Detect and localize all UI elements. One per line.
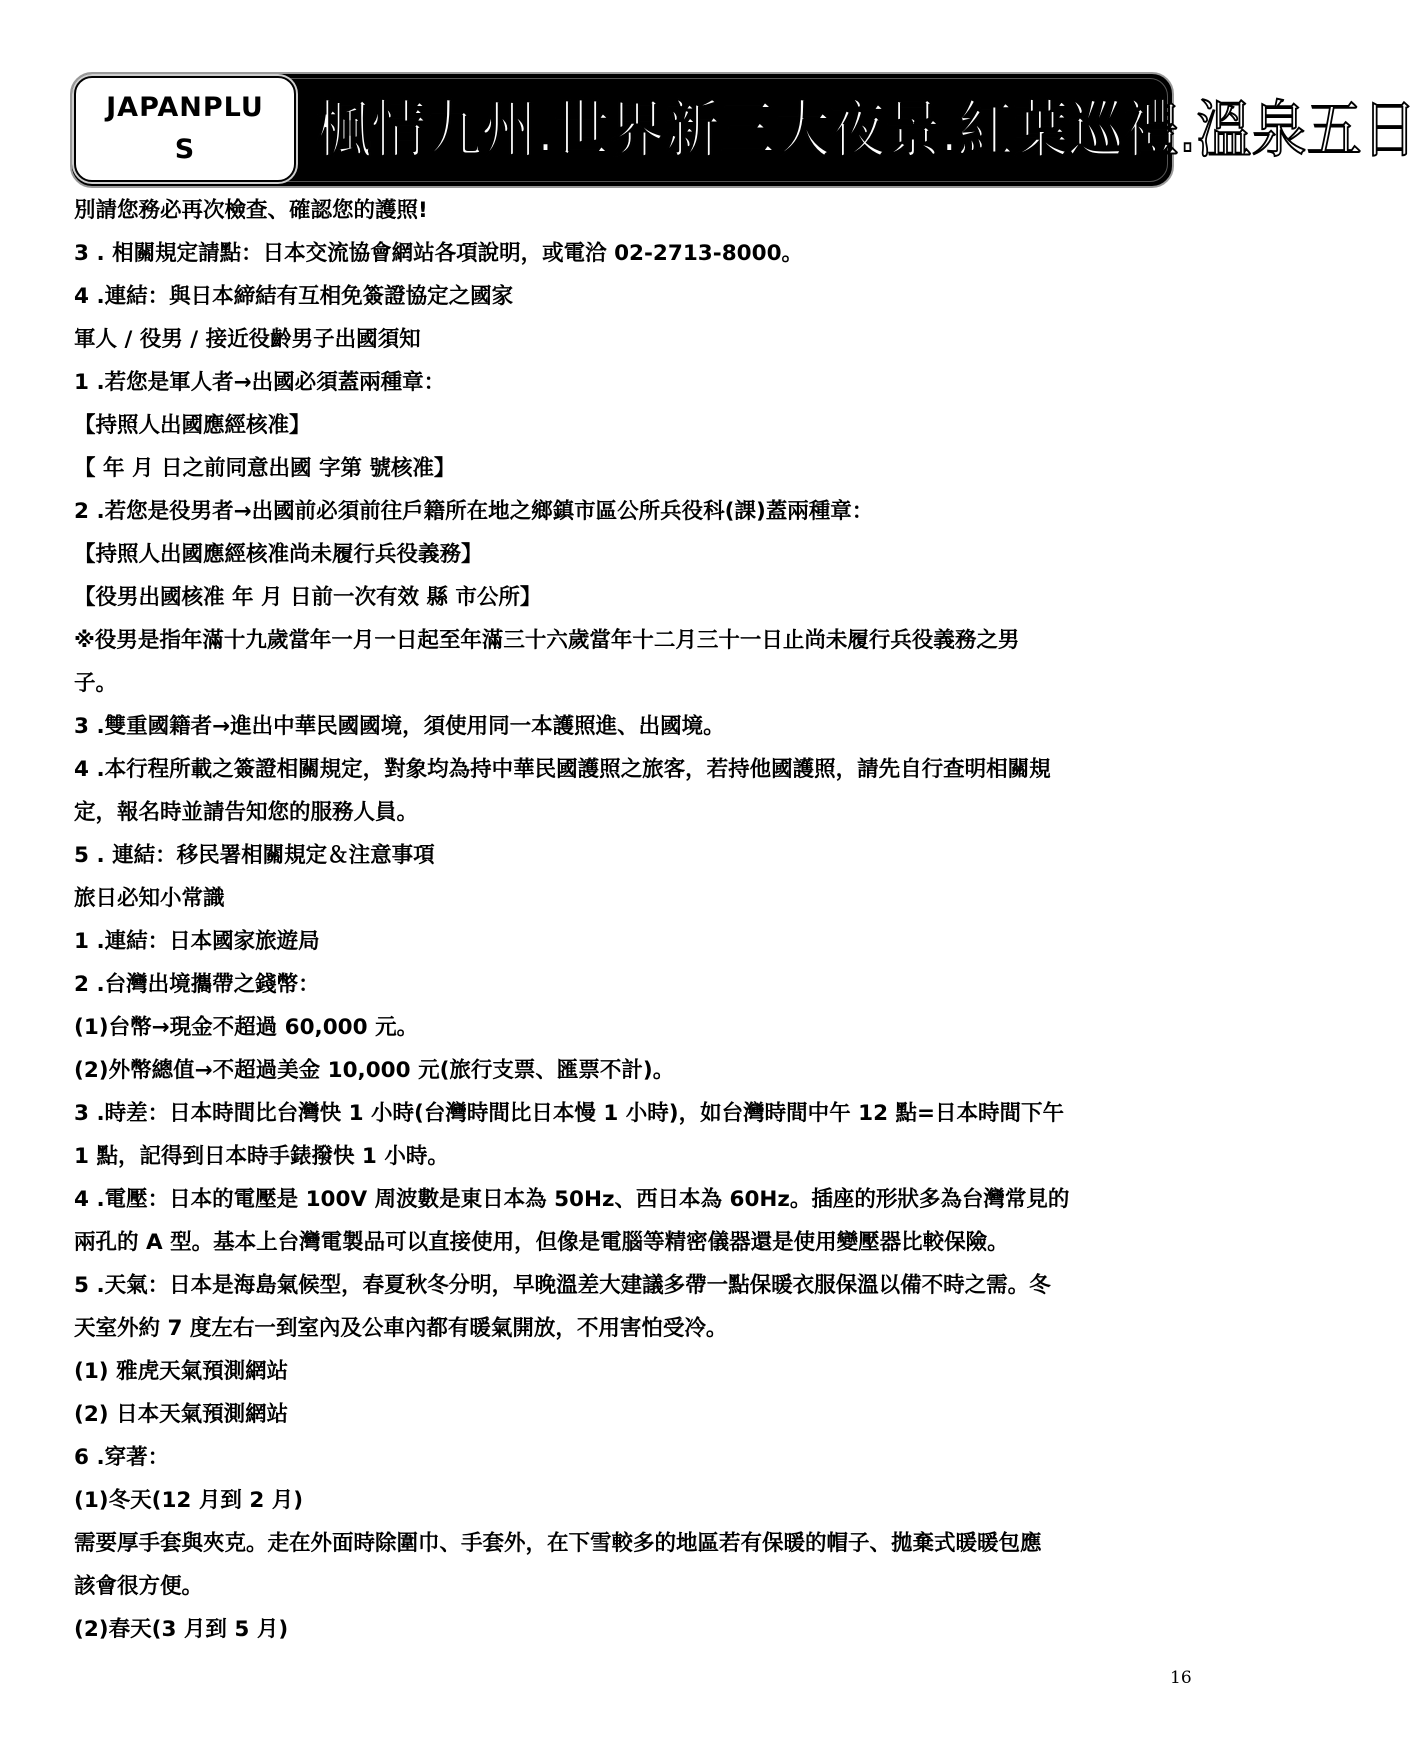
- text-line: 6 .穿著：: [74, 1445, 170, 1470]
- text-line: 1 .連結：日本國家旅遊局: [74, 929, 320, 954]
- section-heading: 旅日必知小常識: [74, 886, 225, 911]
- text-line: 1 .若您是軍人者→出國必須蓋兩種章：: [74, 370, 446, 395]
- text-line: (1)冬天(12 月到 2 月): [74, 1488, 304, 1513]
- text-line: 子。: [74, 671, 118, 696]
- text-line: 3 . 相關規定請點：日本交流協會網站各項說明，或電洽 02-2713-8000。: [74, 241, 804, 266]
- text-line: 5 .天氣：日本是海島氣候型，春夏秋冬分明，早晚溫差大建議多帶一點保暖衣服保溫以備不時之需。冬: [74, 1273, 1051, 1298]
- section-heading: 軍人 / 役男 / 接近役齡男子出國須知: [74, 327, 421, 352]
- text-line: 【役男出國核准 年 月 日前一次有效 縣 市公所】: [74, 585, 542, 610]
- text-line: 4 .本行程所載之簽證相關規定，對象均為持中華民國護照之旅客，若持他國護照，請先自行查明相關規: [74, 757, 1051, 782]
- text-line: 天室外約 7 度左右一到室內及公車內都有暖氣開放，不用害怕受冷。: [74, 1316, 728, 1341]
- text-line: 2 .若您是役男者→出國前必須前往戶籍所在地之鄉鎮市區公所兵役科(課)蓋兩種章：: [74, 499, 874, 524]
- text-line: 1 點，記得到日本時手錶撥快 1 小時。: [74, 1144, 449, 1169]
- text-line: 5 . 連結：移民署相關規定＆注意事項: [74, 843, 435, 868]
- text-line: (1) 雅虎天氣預測網站: [74, 1359, 289, 1384]
- logo-text: JAPANPLUS: [106, 92, 264, 165]
- text-line: 4 .電壓：日本的電壓是 100V 周波數是東日本為 50Hz、西日本為 60Hz。插座的形狀多為台灣常見的: [74, 1187, 1070, 1212]
- text-line: 【 年 月 日之前同意出國 字第 號核准】: [74, 456, 456, 481]
- text-line: 需要厚手套與夾克。走在外面時除圍巾、手套外，在下雪較多的地區若有保暖的帽子、拋棄式暖暖包應: [74, 1531, 1042, 1556]
- text-line: 4 .連結：與日本締結有互相免簽證協定之國家: [74, 284, 514, 309]
- text-line: (2)春天(3 月到 5 月): [74, 1617, 289, 1642]
- page-number: 16: [1170, 1668, 1192, 1688]
- header-title: 楓情九州.世界新三大夜景.紅葉巡禮.溫泉五日: [316, 93, 1417, 166]
- text-line: 別請您務必再次檢查、確認您的護照!: [74, 198, 428, 223]
- page-header: [70, 72, 1417, 188]
- text-line: (1)台幣→現金不超過 60,000 元。: [74, 1015, 419, 1040]
- text-line: (2)外幣總值→不超過美金 10,000 元(旅行支票、匯票不計)。: [74, 1058, 675, 1083]
- text-line: 定，報名時並請告知您的服務人員。: [74, 800, 419, 825]
- text-line: 3 .雙重國籍者→進出中華民國國境，須使用同一本護照進、出國境。: [74, 714, 725, 739]
- text-line: 【持照人出國應經核准尚未履行兵役義務】: [74, 542, 483, 567]
- text-line: 3 .時差：日本時間比台灣快 1 小時(台灣時間比日本慢 1 小時)，如台灣時間中午 12 點=日本時間下午: [74, 1101, 1065, 1126]
- text-line: ※役男是指年滿十九歲當年一月一日起至年滿三十六歲當年十二月三十一日止尚未履行兵役義務之男: [74, 628, 1020, 653]
- text-line: (2) 日本天氣預測網站: [74, 1402, 289, 1427]
- text-line: 2 .台灣出境攜帶之錢幣：: [74, 972, 320, 997]
- text-line: 兩孔的 A 型。基本上台灣電製品可以直接使用，但像是電腦等精密儀器還是使用變壓器比較保險。: [74, 1230, 1009, 1255]
- text-line: 該會很方便。: [74, 1574, 204, 1599]
- document-body: [74, 189, 1200, 1651]
- logo-box: [74, 76, 296, 182]
- text-line: 【持照人出國應經核准】: [74, 413, 311, 438]
